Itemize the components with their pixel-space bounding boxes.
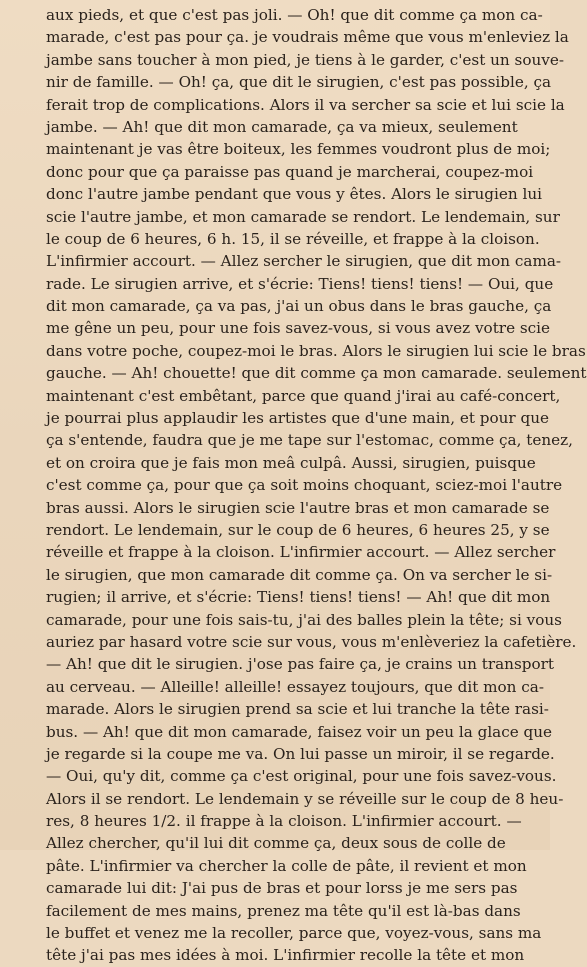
text-line: le coup de 6 heures, 6 h. 15, il se réveille, et frappe à la cloison. [46,229,540,248]
text-line: res, 8 heures 1/2. il frappe à la cloison. L'infirmier accourt. — [46,812,522,831]
text-line: tête j'ai pas mes idées à moi. L'infirmier recolle la tête et mon [46,946,525,965]
text-line: donc pour que ça paraisse pas quand je marcherai, coupez-moi [46,162,534,181]
text-line: c'est comme ça, pour que ça soit moins choquant, sciez-moi l'autre [46,476,563,495]
text-line: maintenant c'est embêtant, parce que quand j'irai au café-concert, [46,386,561,405]
text-line: je regarde si la coupe me va. On lui passe un miroir, il se regarde. [46,744,555,763]
text-line: réveille et frappe à la cloison. L'infirmier accourt. — Allez sercher [46,543,556,562]
text-line: scie l'autre jambe, et mon camarade se rendort. Le lendemain, sur [46,207,560,226]
text-line: dans votre poche, coupez-moi le bras. Alors le sirugien lui scie le bras [46,341,586,360]
text-line: et on croira que je fais mon meâ culpâ. Aussi, sirugien, puisque [46,453,536,472]
text-line: camarade lui dit: J'ai pus de bras et pour lorss je me sers pas [46,879,518,898]
text-line: gauche. — Ah! chouette! que dit comme ça mon camarade. seulement [46,364,587,383]
text-line: jambe sans toucher à mon pied, je tiens à le garder, c'est un souve- [46,50,564,69]
text-line: aux pieds, et que c'est pas joli. — Oh! que dit comme ça mon ca- [46,6,543,24]
text-line: rade. Le sirugien arrive, et s'écrie: Tiens! tiens! tiens! — Oui, que [46,274,554,293]
text-line: me gêne un peu, pour une fois savez-vous, si vous avez votre scie [46,319,551,338]
text-line: ferait trop de complications. Alors il va sercher sa scie et lui scie la [46,95,565,114]
text-line: au cerveau. — Alleille! alleille! essayez toujours, que dit mon ca- [46,677,544,696]
text-line: marade, c'est pas pour ça. je voudrais même que vous m'enleviez la [46,28,569,47]
text-line: je pourrai plus applaudir les artistes que d'une main, et pour que [46,409,550,428]
text-line: nir de famille. — Oh! ça, que dit le sirugien, c'est pas possible, ça [46,73,552,92]
text-line: bus. — Ah! que dit mon camarade, faisez voir un peu la glace que [46,722,553,741]
text-line: pâte. L'infirmier va chercher la colle de pâte, il revient et mon [46,856,527,875]
text-line: maintenant je vas être boiteux, les femmes voudront plus de moi; [46,140,551,159]
text-line: facilement de mes mains, prenez ma tête qu'il est là-bas dans [46,901,521,920]
text-line: camarade, pour une fois sais-tu, j'ai des balles plein la tête; si vous [46,610,562,629]
text-line: marade. Alors le sirugien prend sa scie et lui tranche la tête rasi- [46,700,549,719]
text-line: le buffet et venez me la recoller, parce que, voyez-vous, sans ma [46,924,542,943]
body-text [46,4,587,967]
text-line: bras aussi. Alors le sirugien scie l'autre bras et mon camarade se [46,498,550,517]
text-line: dit mon camarade, ça va pas, j'ai un obus dans le bras gauche, ça [46,297,552,316]
text-line: rendort. Le lendemain, sur le coup de 6 heures, 6 heures 25, y se [46,520,550,539]
text-line: jambe. — Ah! que dit mon camarade, ça va mieux, seulement [46,117,518,136]
text-line: donc l'autre jambe pendant que vous y êtes. Alors le sirugien lui [46,185,542,204]
text-line: — Ah! que dit le sirugien. j'ose pas faire ça, je crains un transport [46,655,554,674]
text-line: ça s'entende, faudra que je me tape sur l'estomac, comme ça, tenez, [46,431,573,450]
text-line: Allez chercher, qu'il lui dit comme ça, deux sous de colle de [46,834,506,853]
text-line: rugien; il arrive, et s'écrie: Tiens! tiens! tiens! — Ah! que dit mon [46,588,551,607]
text-line: — Oui, qu'y dit, comme ça c'est original, pour une fois savez-vous. [46,767,557,786]
text-line: L'infirmier accourt. — Allez sercher le sirugien, que dit mon cama- [46,252,562,271]
text-line: le sirugien, que mon camarade dit comme ça. On va sercher le si- [46,565,553,584]
text-line: auriez par hasard votre scie sur vous, vous m'enlèveriez la cafetière. [46,632,577,651]
text-line: Alors il se rendort. Le lendemain y se réveille sur le coup de 8 heu- [46,789,564,808]
